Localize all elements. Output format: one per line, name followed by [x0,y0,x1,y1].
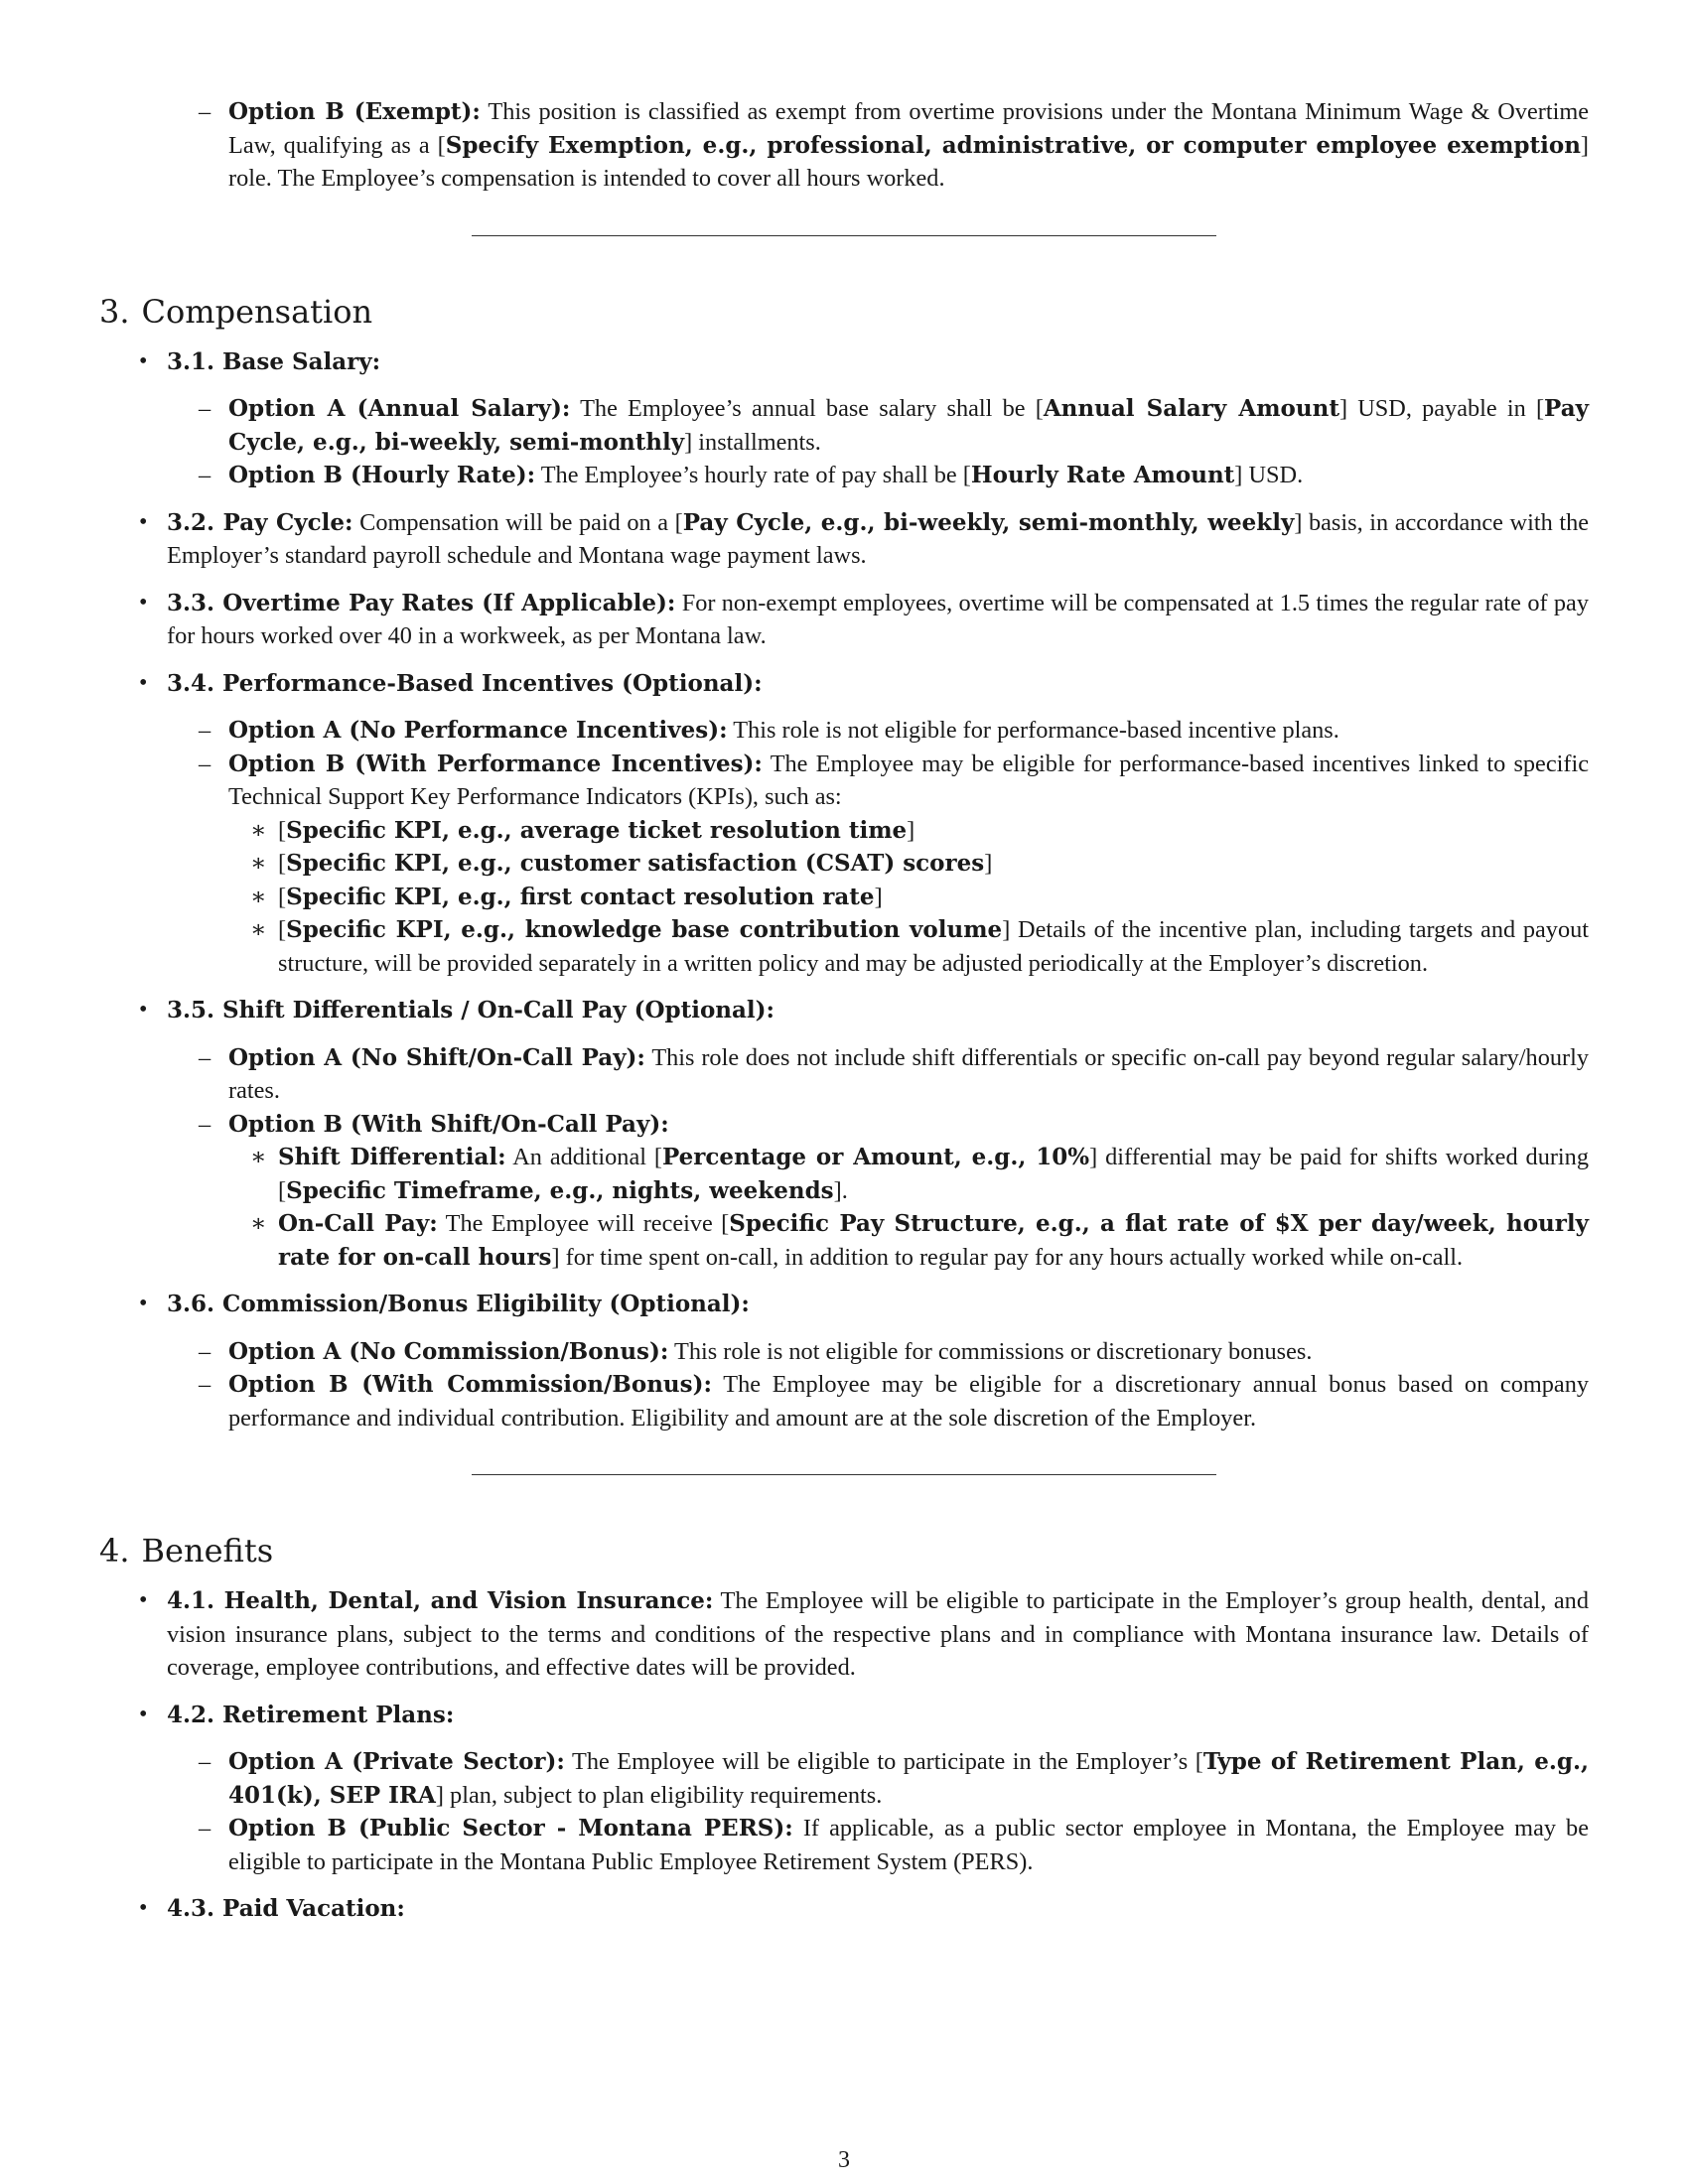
shift-differential: ∗ Shift Differential: An additional [Percentage or Amount, e.g., 10%] differential may be paid for shifts worked during [Specific Timeframe, e.g., nights, weekends]. [278,1141,1589,1207]
item-3-6: • 3.6. Commission/Bonus Eligibility (Optional): – Option A (No Commission/Bonus): This role is not eligible for commissions or discretionary bonuses. – Option B (With Commission/Bonus): The Employee may be eligible for a discretionary annual bonus based on company performance and individual contribution. Eligibility and amount are at the sole discretion of the Employer. [167,1288,1589,1434]
section-3-list [99,345,1589,1435]
item-3-6-options [167,1335,1589,1435]
section-divider [472,235,1216,236]
kpi-item: ∗ [Specific KPI, e.g., first contact resolution rate] [278,881,1589,914]
option-b-with-shift-pay: – Option B (With Shift/On-Call Pay): ∗ Shift Differential: An additional [Percentage or Amount, e.g., 10%] differential may be paid for shifts worked during [Specific Timeframe, e.g., nights, weekends]. ∗ On-Call Pay: The Employee will receive [Specific Pay Structure, e.g., a flat rate of $X per day/week, hourly rate for on-call hours] for time spent on-call, in addition to regular pay for any hours actually worked while on-call. [228,1108,1589,1275]
page-number: 3 [838,2147,850,2173]
item-3-5-options [167,1041,1589,1275]
option-b-with-incentives: – Option B (With Performance Incentives): The Employee may be eligible for performance-based incentives linked to specific Technical Support Key Performance Indicators (KPIs), such as: ∗ [Specific KPI, e.g., average ticket resolution time] ∗ [Specific KPI, e.g., customer satisfaction (CSAT) scores] ∗ [Specific KPI, e.g., first contact resolution rate] ∗ [Specific KPI, e.g., knowledge base contribution volume] Details of the incentive plan, including targets and payout structure, will be provided separately in a written policy and may be adjusted periodically at the Employer’s discretion. [228,748,1589,981]
kpi-item: ∗ [Specific KPI, e.g., average ticket resolution time] [278,814,1589,848]
item-4-3: • 4.3. Paid Vacation: [167,1892,1589,1926]
option-a-no-incentives: – Option A (No Performance Incentives): This role is not eligible for performance-based incentive plans. [228,714,1589,748]
option-b-with-commission: – Option B (With Commission/Bonus): The Employee may be eligible for a discretionary annual bonus based on company performance and individual contribution. Eligibility and amount are at the sole discretion of the Employer. [228,1368,1589,1434]
section-3-heading: 3. Compensation [99,292,373,331]
item-3-4: • 3.4. Performance-Based Incentives (Optional): – Option A (No Performance Incentives): This role is not eligible for performance-based incentive plans. – Option B (With Performance Incentives): The Employee may be eligible for performance-based incentives linked to specific Technical Support Key Performance Indicators (KPIs), such as: ∗ [Specific KPI, e.g., average ticket resolution time] ∗ [Specific KPI, e.g., customer satisfaction (CSAT) scores] ∗ [Specific KPI, e.g., first contact resolution rate] ∗ [Specific KPI, e.g., knowledge base contribution volume] Details of the incentive plan, including targets and payout structure, will be provided separately in a written policy and may be adjusted periodically at the Employer’s discretion. [167,667,1589,981]
option-b-public-sector: – Option B (Public Sector - Montana PERS): If applicable, as a public sector employee in Montana, the Employee may be eligible to participate in the Montana Public Employee Retirement System (PERS). [228,1812,1589,1878]
option-a-no-commission: – Option A (No Commission/Bonus): This role is not eligible for commissions or discretionary bonuses. [228,1335,1589,1369]
section-4-heading: 4. Benefits [99,1532,274,1570]
option-a-annual-salary: – Option A (Annual Salary): The Employee’s annual base salary shall be [Annual Salary Amount] USD, payable in [Pay Cycle, e.g., bi-weekly, semi-monthly] installments. [228,392,1589,459]
on-call-pay: ∗ On-Call Pay: The Employee will receive [Specific Pay Structure, e.g., a flat rate of $X per day/week, hourly rate for on-call hours] for time spent on-call, in addition to regular pay for any hours actually worked while on-call. [278,1207,1589,1274]
option-b-hourly-rate: – Option B (Hourly Rate): The Employee’s hourly rate of pay shall be [Hourly Rate Amount] USD. [228,459,1589,492]
option-b-exempt: – Option B (Exempt): This position is classified as exempt from overtime provisions under the Montana Minimum Wage & Overtime Law, qualifying as a [Specify Exemption, e.g., professional, administrative, or computer employee exemption] role. The Employee’s compensation is intended to cover all hours worked. [228,95,1589,196]
kpi-list [228,814,1589,981]
item-4-2: • 4.2. Retirement Plans: – Option A (Private Sector): The Employee will be eligible to participate in the Employer’s [Type of Retirement Plan, e.g., 401(k), SEP IRA] plan, subject to plan eligibility requirements. – Option B (Public Sector - Montana PERS): If applicable, as a public sector employee in Montana, the Employee may be eligible to participate in the Montana Public Employee Retirement System (PERS). [167,1699,1589,1879]
kpi-item: ∗ [Specific KPI, e.g., customer satisfaction (CSAT) scores] [278,847,1589,881]
item-3-1: • 3.1. Base Salary: – Option A (Annual Salary): The Employee’s annual base salary shall be [Annual Salary Amount] USD, payable in [Pay Cycle, e.g., bi-weekly, semi-monthly] installments. – Option B (Hourly Rate): The Employee’s hourly rate of pay shall be [Hourly Rate Amount] USD. [167,345,1589,492]
item-3-1-options [167,392,1589,492]
option-a-no-shift-pay: – Option A (No Shift/On-Call Pay): This role does not include shift differentials or specific on-call pay beyond regular salary/hourly rates. [228,1041,1589,1108]
option-a-private-sector: – Option A (Private Sector): The Employee will be eligible to participate in the Employer’s [Type of Retirement Plan, e.g., 401(k), SEP IRA] plan, subject to plan eligibility requirements. [228,1745,1589,1812]
kpi-item: ∗ [Specific KPI, e.g., knowledge base contribution volume] Details of the incentive plan, including targets and payout structure, will be provided separately in a written policy and may be adjusted periodically at the Employer’s discretion. [278,913,1589,980]
item-3-4-options [167,714,1589,980]
item-4-1: • 4.1. Health, Dental, and Vision Insurance: The Employee will be eligible to participate in the Employer’s group health, dental, and vision insurance plans, subject to the terms and conditions of the respective plans and in compliance with Montana insurance law. Details of coverage, employee contributions, and effective dates will be provided. [167,1584,1589,1685]
item-3-5: • 3.5. Shift Differentials / On-Call Pay (Optional): – Option A (No Shift/On-Call Pay): This role does not include shift differentials or specific on-call pay beyond regular salary/hourly rates. – Option B (With Shift/On-Call Pay): ∗ Shift Differential: An additional [Percentage or Amount, e.g., 10%] differential may be paid for shifts worked during [Specific Timeframe, e.g., nights, weekends]. ∗ On-Call Pay: The Employee will receive [Specific Pay Structure, e.g., a flat rate of $X per day/week, hourly rate for on-call hours] for time spent on-call, in addition to regular pay for any hours actually worked while on-call. [167,994,1589,1274]
shift-pay-list [228,1141,1589,1274]
item-4-2-options [167,1745,1589,1878]
item-3-3: • 3.3. Overtime Pay Rates (If Applicable): For non-exempt employees, overtime will be compensated at 1.5 times the regular rate of pay for hours worked over 40 in a workweek, as per Montana law. [167,587,1589,653]
item-3-2: • 3.2. Pay Cycle: Compensation will be paid on a [Pay Cycle, e.g., bi-weekly, semi-monthly, weekly] basis, in accordance with the Employer’s standard payroll schedule and Montana wage payment laws. [167,506,1589,573]
section-divider [472,1474,1216,1475]
section-4-list [99,1584,1589,1926]
exemption-options [99,95,1589,196]
